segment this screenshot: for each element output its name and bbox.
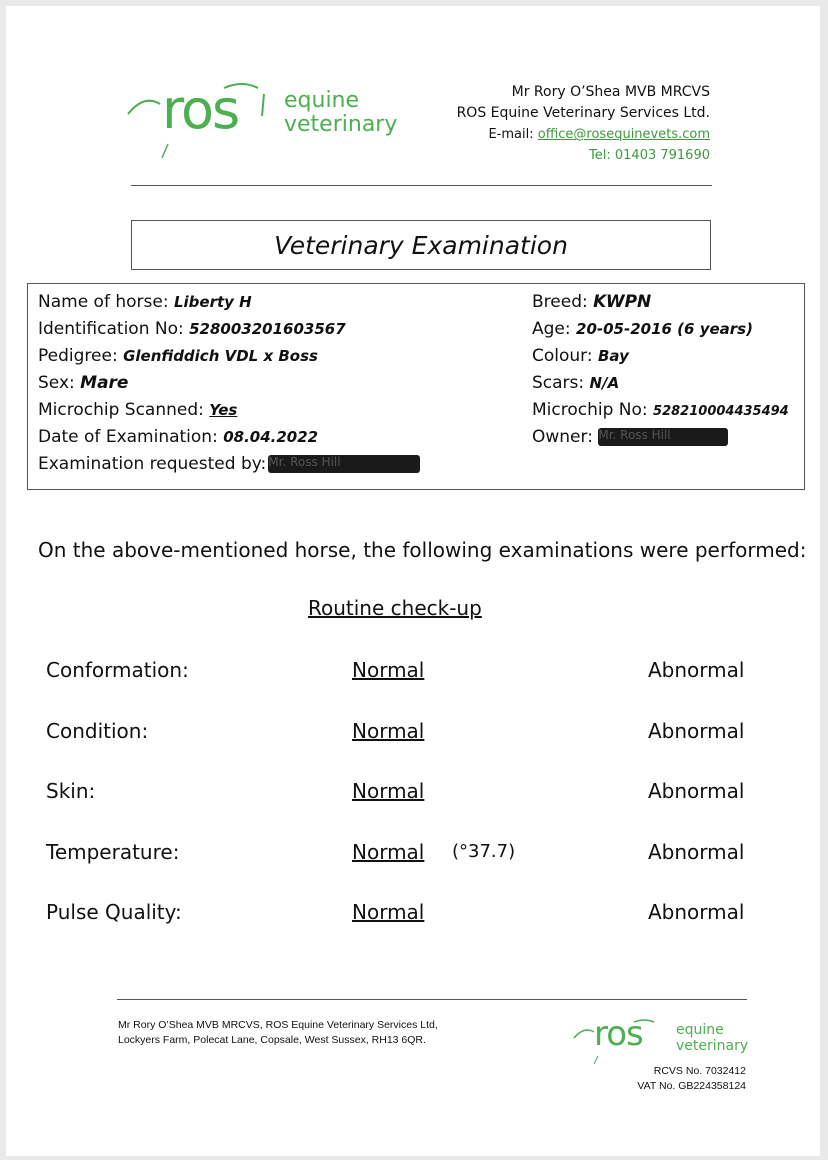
info-microchip-no: Microchip No: 528210004435494 (532, 400, 789, 420)
exam-abnormal: Abnormal (648, 658, 745, 682)
horse-info-box (27, 283, 805, 490)
footer-address: Mr Rory O’Shea MVB MRCVS, ROS Equine Veterinary Services Ltd, Lockyers Farm, Polecat Lane, Copsale, West Sussex, RH13 6QR. (118, 1019, 438, 1046)
ros-logo (124, 74, 424, 164)
exam-normal: Normal (352, 779, 425, 803)
exam-label: Temperature: (46, 840, 180, 864)
exam-note: (°37.7) (452, 841, 516, 862)
company-name: ROS Equine Veterinary Services Ltd. (456, 105, 710, 121)
footer-registration: RCVS No. 7032412 VAT No. GB224358124 (637, 1065, 746, 1092)
exam-abnormal: Abnormal (648, 900, 745, 924)
info-date: Date of Examination: 08.04.2022 (38, 427, 319, 447)
logo-mark: ros (162, 78, 239, 141)
info-scars: Scars: N/A (532, 373, 620, 393)
header-divider (131, 185, 712, 186)
exam-abnormal: Abnormal (648, 840, 745, 864)
footer-logo-line2: veterinary (676, 1038, 749, 1054)
info-microchip-scanned: Microchip Scanned: Yes (38, 400, 238, 420)
exam-normal: Normal (352, 900, 425, 924)
intro-text: On the above-mentioned horse, the following examinations were performed: (38, 538, 807, 562)
email-link[interactable]: office@rosequinevets.com (537, 127, 710, 142)
info-age: Age: 20-05-2016 (6 years) (532, 319, 753, 339)
exam-normal: Normal (352, 658, 425, 682)
info-sex: Sex: Mare (38, 373, 129, 393)
exam-abnormal: Abnormal (648, 779, 745, 803)
email-label: E-mail: (488, 127, 534, 142)
info-breed: Breed: KWPN (532, 292, 652, 312)
info-requested-by: Examination requested by: Mr. Ross Hill (38, 454, 420, 474)
exam-label: Conformation: (46, 658, 189, 682)
exam-normal: Normal (352, 840, 425, 864)
vet-name: Mr Rory O’Shea MVB MRCVS (511, 84, 710, 100)
footer-divider (117, 999, 747, 1000)
footer-logo-mark: ros (594, 1014, 643, 1054)
phone: Tel: 01403 791690 (589, 148, 710, 163)
info-name: Name of horse: Liberty H (38, 292, 252, 312)
exam-label: Condition: (46, 719, 149, 743)
exam-normal: Normal (352, 719, 425, 743)
exam-abnormal: Abnormal (648, 719, 745, 743)
section-subtitle: Routine check-up (308, 596, 482, 620)
exam-label: Skin: (46, 779, 96, 803)
logo-line1: equine (284, 88, 360, 113)
page-title: Veterinary Examination (274, 230, 568, 260)
info-id: Identification No: 528003201603567 (38, 319, 346, 339)
footer-logo (572, 1014, 762, 1064)
logo-line2: veterinary (284, 112, 398, 137)
info-colour: Colour: Bay (532, 346, 629, 366)
info-owner: Owner: Mr. Ross Hill (532, 427, 728, 447)
title-box (131, 220, 711, 270)
footer-logo-line1: equine (676, 1022, 724, 1038)
header-contact (410, 82, 710, 166)
document-page (6, 6, 820, 1156)
redaction-bar: Mr. Ross Hill (268, 455, 420, 473)
redaction-bar: Mr. Ross Hill (598, 428, 728, 446)
exam-label: Pulse Quality: (46, 900, 182, 924)
info-pedigree: Pedigree: Glenfiddich VDL x Boss (38, 346, 318, 366)
